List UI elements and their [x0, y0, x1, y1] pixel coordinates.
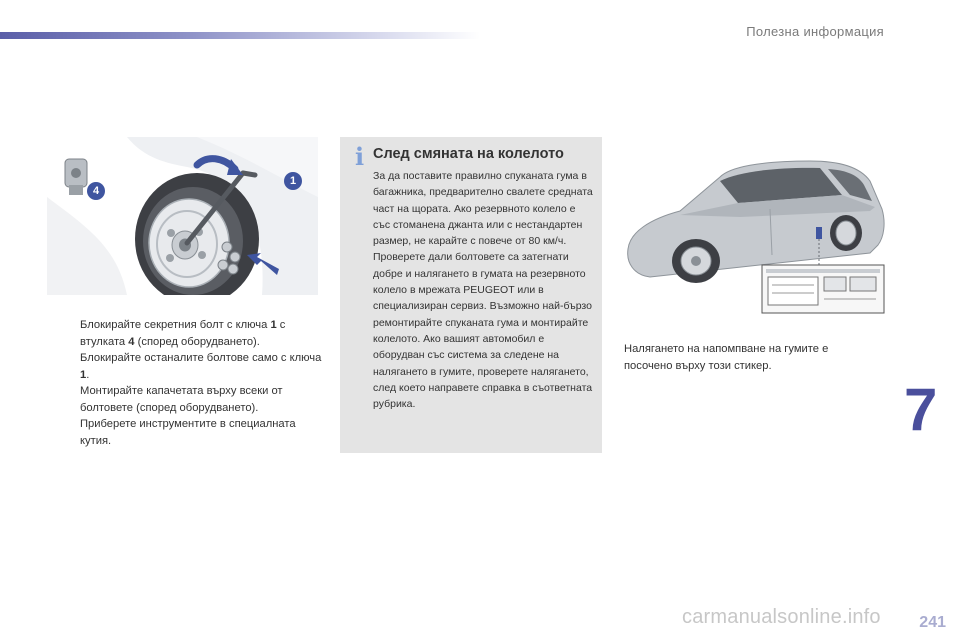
info-box-title: След смяната на колелото	[373, 146, 564, 162]
header-bar	[0, 32, 480, 39]
callout-1-badge: 1	[284, 172, 302, 190]
list-item: Монтирайте капачетата върху всеки от болтовете (според оборудването).	[80, 385, 283, 414]
page-number: 241	[919, 614, 946, 631]
callout-4-badge: 4	[87, 182, 105, 200]
chapter-number: 7	[904, 376, 938, 443]
wheel-illustration	[47, 137, 318, 295]
section-title: Полезна информация	[746, 24, 884, 39]
list-item: Приберете инструментите в специалната кутия.	[80, 418, 296, 447]
list-item: Блокирайте останалите болтове само с ключа 1.	[80, 352, 322, 381]
list-item: Блокирайте секретния болт с ключа 1 с втулката 4 (според оборудването).	[80, 319, 286, 348]
info-box	[340, 137, 602, 453]
info-box-text: За да поставите правилно спуканата гума в багажника, предварително свалете средната част на щората. Ако резервното колело е със стоманена джанта или с нестандартен размер, не карайте с повече от 80 км/ч. Проверете дали болтовете са затегнати добре и налягането в гумата на резервното колело в мрежата PEUGEOT или в специализиран сервиз. Възможно най-бързо ремонтирайте спуканата гума и монтирайте колелото. Ако вашият автомобил е оборудван със система за следене на налягането в гумите, проверете налягането, след което направете справка в съответната рубрика.	[373, 170, 593, 411]
figure-caption: Налягането на напомпване на гумите е посочено върху този стикер.	[624, 343, 829, 372]
steps-list	[62, 317, 327, 449]
info-icon: i	[355, 142, 365, 171]
car-illustration	[620, 137, 890, 317]
watermark-text[interactable]: carmanualsonline.info	[682, 606, 881, 628]
